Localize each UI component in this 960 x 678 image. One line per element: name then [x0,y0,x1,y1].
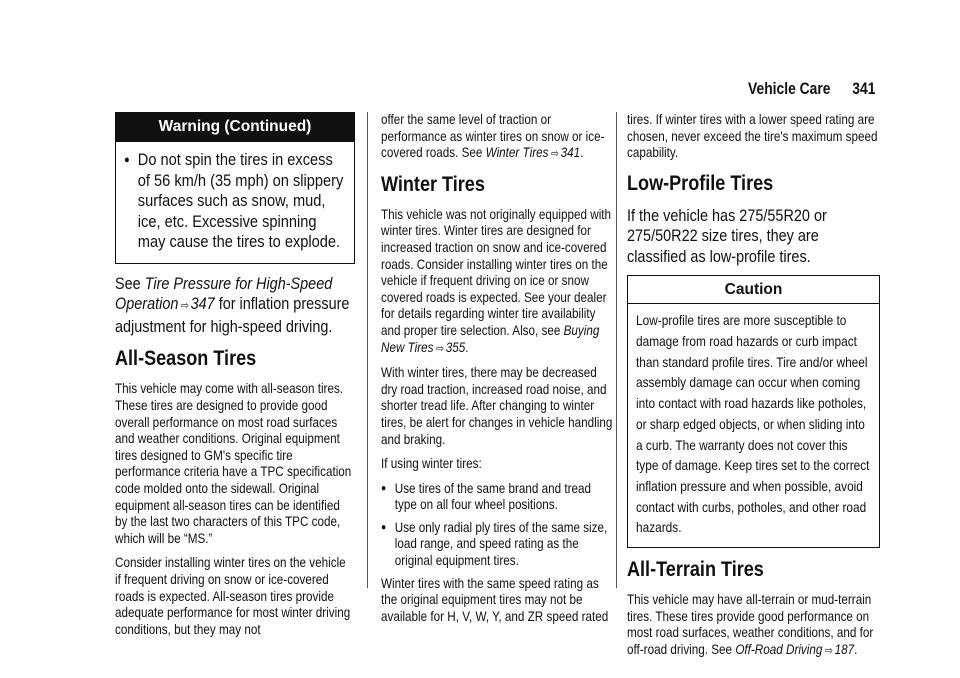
column-2 [381,112,613,633]
bullet-icon: ● [124,154,130,166]
paragraph: If using winter tires: [381,456,482,472]
col3-text [627,112,879,267]
list-item [381,481,612,514]
text: This vehicle was not originally equipped with winter tires. Winter tires are designed for increased traction on snow and ice-covered roads. Consider installing winter tires on the vehicle if frequent driving on ice or snow covered roads is expected. See your dealer for details regarding winter tire availability and proper tire selection. Also, see [381,206,612,338]
paragraph [381,112,612,163]
column-divider [367,112,368,588]
page-header [748,80,899,99]
list-item [381,520,612,570]
text: This vehicle may have all-terrain or mud-terrain tires. These tires provide good performance on most road surfaces, weather conditions, and for off-road driving. See [627,592,874,657]
paragraph [381,207,612,357]
bullet-icon: ● [381,482,387,494]
col1-text [115,274,354,638]
page-number: 341 [852,80,876,98]
col3-text-2 [627,558,879,659]
page-ref-icon: ⇨ [551,148,559,161]
heading-low-profile: Low-Profile Tires [627,171,774,195]
heading-all-terrain: All-Terrain Tires [627,558,764,582]
section-title: Vehicle Care [748,80,831,98]
warning-box [115,112,355,264]
warning-title: Warning (Continued) [116,113,354,142]
caution-text: Low-profile tires are more susceptible to damage from road hazards or curb impact than standard profile tires. Tire and/or wheel assembly damage can occur when coming into contact with road hazards like potholes, or sharp edged objects, or when sliding into a curb. The warranty does not cover this type of damage. Keep tires set to the correct inflation pressure and when possible, avoid contact with curbs, potholes, and other road hazards. [636,313,870,536]
warning-text: Do not spin the tires in excess of 56 km/h (35 mph) on slippery surfaces such as snow, mud, ice, etc. Excessive spinning may cause the tires to explode. [137,150,344,252]
paragraph: If the vehicle has 275/55R20 or 275/50R22 size tires, they are classified as low-profile tires. [627,205,827,266]
paragraph: With winter tires, there may be decreased dry road traction, increased road noise, and shorter tread life. After changing to winter tires, be alert for changes in vehicle handling and braking. [381,365,613,447]
caution-box [627,275,880,548]
list-text: Use only radial ply tires of the same size, load range, and speed rating as the original equipment tires. [394,519,608,569]
page-ref-icon: ⇨ [180,300,189,313]
bullet-icon: ● [381,521,387,533]
paragraph: This vehicle may come with all-season tires. These tires are designed to provide good overall performance on most road surfaces and weather conditions. Original equipment tires designed to GM's specific tire performance criteria have a TPC specification code molded onto the sidewall. Original equipment all-season tires can be identified by the last two characters of this TPC code, which will be “MS.” [115,381,352,546]
text: offer the same level of traction or performance as winter tires on snow or ice-covered roads. See [381,112,605,161]
buying-new-tires-link[interactable]: Buying New Tires [381,322,600,355]
see-paragraph [115,274,354,338]
see-prefix: See [115,273,145,293]
col2-text [381,112,612,625]
list-text: Use tires of the same brand and tread type on all four wheel positions. [394,480,592,513]
caution-title: Caution [628,276,879,304]
warning-item [124,150,343,253]
off-road-driving-link[interactable]: Off-Road Driving [735,641,823,657]
see-page[interactable]: 347 [190,294,215,314]
page-ref-icon: ⇨ [824,644,833,657]
page-link[interactable]: 355 [445,339,466,355]
column-3 [627,112,880,667]
see-suffix: for inflation pressure adjustment for high-speed driving. [115,294,350,336]
page-link[interactable]: 187 [834,641,855,657]
page-link[interactable]: 341 [560,145,581,161]
text: . [465,339,469,355]
paragraph: tires. If winter tires with a lower speed rating are chosen, never exceed the tire's maximum speed capability. [627,112,878,161]
text: . [580,145,584,161]
text: . [854,641,858,657]
winter-tires-link[interactable]: Winter Tires [485,145,549,161]
paragraph [627,592,879,659]
paragraph: Consider installing winter tires on the vehicle if frequent driving on snow or ice-covered roads is expected. All-season tires provide adequate performance for most winter driving conditions, but they may not [115,555,351,637]
see-ref-link[interactable]: Tire Pressure for High-Speed Operation [115,273,333,314]
heading-all-season: All-Season Tires [115,347,257,371]
paragraph: Winter tires with the same speed rating as the original equipment tires may not be available for H, V, W, Y, and ZR speed rated [381,575,609,624]
column-divider [616,112,617,588]
column-1 [115,112,355,646]
heading-winter: Winter Tires [381,172,485,196]
page-ref-icon: ⇨ [436,342,445,355]
